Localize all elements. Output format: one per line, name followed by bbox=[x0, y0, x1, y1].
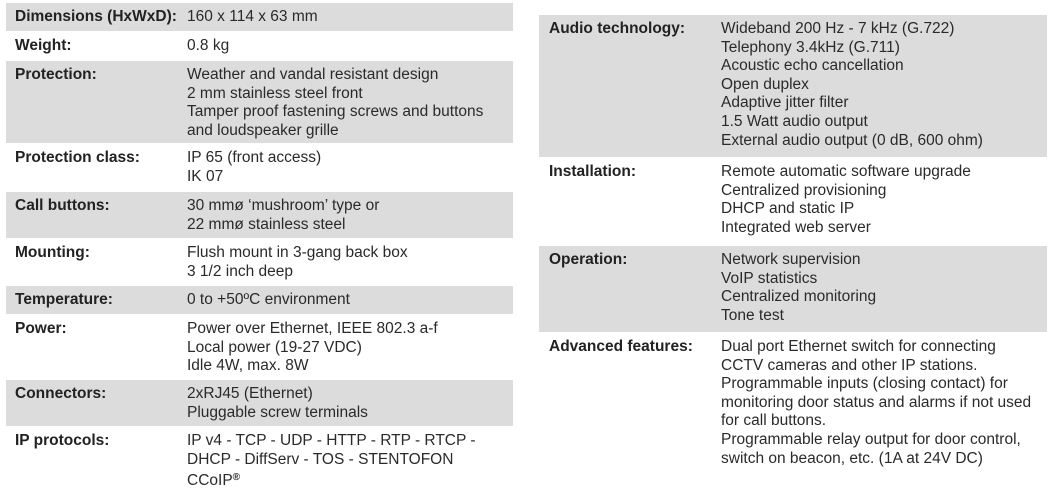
spec-row-dimensions bbox=[6, 3, 513, 32]
registered-mark: ® bbox=[232, 472, 241, 484]
spec-table-right bbox=[539, 3, 1047, 483]
spec-row-protection-class bbox=[6, 144, 513, 192]
spec-label: Dimensions (HxWxD): bbox=[15, 8, 177, 25]
spec-value: Power over Ethernet, IEEE 802.3 a-f Local power (19-27 VDC) Idle 4W, max. 8W bbox=[187, 320, 438, 375]
spec-row-mounting bbox=[6, 239, 513, 286]
spec-label: Call buttons: bbox=[15, 197, 110, 214]
spec-label: Protection: bbox=[15, 66, 97, 83]
spec-value: IP v4 - TCP - UDP - HTTP - RTP - RTCP - DHCP - DiffServ - TOS - STENTOFON CCoIP® bbox=[187, 432, 476, 490]
spec-label: Mounting: bbox=[15, 244, 90, 261]
spec-value: Remote automatic software upgrade Centralized provisioning DHCP and static IP Integrated web server bbox=[721, 163, 971, 236]
spec-row-temperature bbox=[6, 286, 513, 315]
spec-value: Flush mount in 3-gang back box 3 1/2 inch deep bbox=[187, 244, 408, 280]
spec-label: Protection class: bbox=[15, 149, 140, 166]
spec-value: 2xRJ45 (Ethernet) Pluggable screw terminals bbox=[187, 385, 368, 421]
spec-row-connectors bbox=[6, 380, 513, 427]
spec-value: 0.8 kg bbox=[187, 37, 230, 54]
spec-label: Power: bbox=[15, 320, 67, 337]
spec-row-audio-technology bbox=[539, 15, 1047, 158]
spec-value: 0 to +50ºC environment bbox=[187, 291, 350, 308]
spec-value: Network supervision VoIP statistics Centralized monitoring Tone test bbox=[721, 251, 877, 324]
spec-label: Installation: bbox=[549, 163, 636, 180]
spec-label: Temperature: bbox=[15, 291, 113, 308]
spec-row-spacer bbox=[539, 3, 1047, 15]
spec-row-advanced-features bbox=[539, 333, 1047, 483]
spec-row-weight bbox=[6, 32, 513, 61]
spec-label: Weight: bbox=[15, 37, 72, 54]
spec-value: Dual port Ethernet switch for connecting CCTV cameras and other IP stations. Programmable inputs (closing contact) for monitoring door status and alarms if not used for call buttons. Programmable relay output for door control, switch on beacon, etc. (1A at 24V DC) bbox=[721, 338, 1032, 467]
spec-value: 30 mmø ‘mushroom’ type or 22 mmø stainless steel bbox=[187, 197, 380, 233]
spec-table-left bbox=[6, 3, 513, 497]
spec-row-operation bbox=[539, 246, 1047, 333]
spec-row-ip-protocols bbox=[6, 427, 513, 497]
spec-label: Advanced features: bbox=[549, 338, 693, 355]
spec-label: IP protocols: bbox=[15, 432, 110, 449]
spec-row-call-buttons bbox=[6, 192, 513, 239]
spec-label: Operation: bbox=[549, 251, 628, 268]
spec-row-installation bbox=[539, 158, 1047, 246]
spec-label: Audio technology: bbox=[549, 20, 686, 37]
spec-value: 160 x 114 x 63 mm bbox=[187, 8, 318, 25]
spec-row-power bbox=[6, 315, 513, 380]
spec-value: Wideband 200 Hz - 7 kHz (G.722) Telephony 3.4kHz (G.711) Acoustic echo cancellation Open duplex Adaptive jitter filter 1.5 Watt audio output External audio output (0 dB, 600 ohm) bbox=[721, 20, 983, 149]
spec-value: Weather and vandal resistant design 2 mm stainless steel front Tamper proof fastening screws and buttons and loudspeaker grille bbox=[187, 66, 484, 139]
spec-label: Connectors: bbox=[15, 385, 107, 402]
spec-value: IP 65 (front access) IK 07 bbox=[187, 149, 322, 185]
spec-row-protection bbox=[6, 61, 513, 144]
